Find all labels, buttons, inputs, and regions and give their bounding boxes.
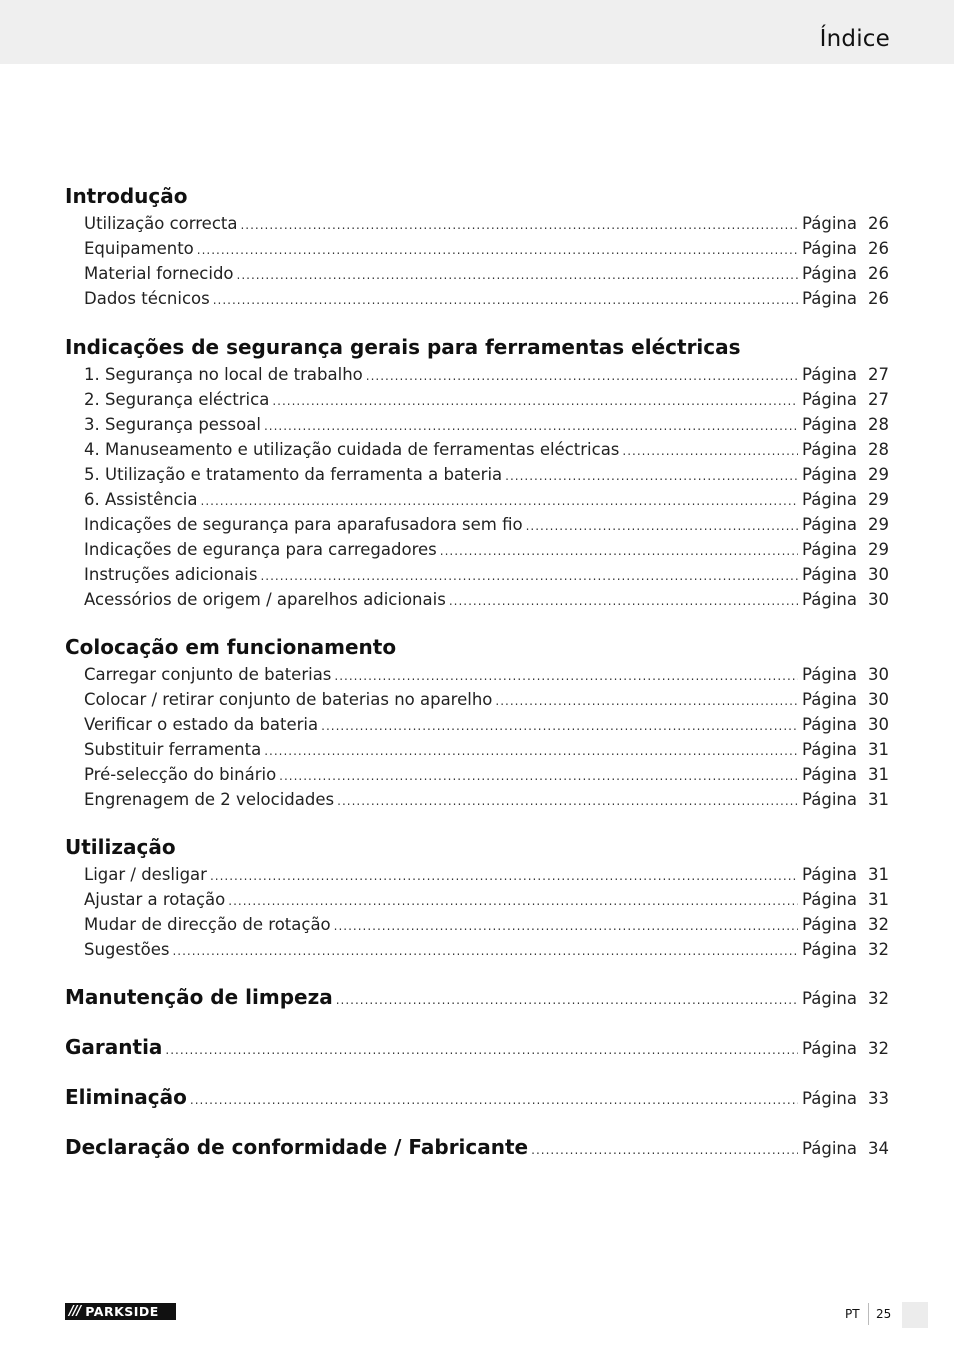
page-word: Página <box>802 415 857 434</box>
page-title: Índice <box>819 26 890 52</box>
page-number: 32 <box>868 989 889 1008</box>
page-number: 27 <box>868 390 889 409</box>
toc-entry[interactable] <box>84 540 889 560</box>
toc-main-entry[interactable] <box>65 1085 889 1113</box>
dot-leader <box>279 769 798 783</box>
dot-leader <box>237 268 799 282</box>
footer-divider <box>868 1303 869 1325</box>
toc-entry[interactable] <box>84 915 889 935</box>
dot-leader <box>334 669 798 683</box>
dot-leader <box>172 944 798 958</box>
page-number: 26 <box>868 239 889 258</box>
section-title-introducao: Introdução <box>65 184 188 208</box>
toc-entry[interactable] <box>84 490 889 510</box>
page-number: 26 <box>868 289 889 308</box>
page-number: 28 <box>868 415 889 434</box>
toc-entry-label: Utilização correcta <box>84 214 238 233</box>
section-title-colocacao: Colocação em funcionamento <box>65 635 397 659</box>
page-word: Página <box>802 1089 857 1108</box>
page-number: 27 <box>868 365 889 384</box>
page-number: 31 <box>868 865 889 884</box>
dot-leader <box>197 243 798 257</box>
toc-main-entry[interactable] <box>65 1035 889 1063</box>
page-number: 33 <box>868 1089 889 1108</box>
page-word: Página <box>802 890 857 909</box>
page-number: 26 <box>868 264 889 283</box>
page-number: 31 <box>868 890 889 909</box>
language-code: PT <box>845 1307 860 1321</box>
logo-brand-text: PARKSIDE <box>85 1304 159 1319</box>
dot-leader <box>449 594 798 608</box>
section-title-indicacoes-seguranca: Indicações de segurança gerais para ferramentas eléctricas <box>65 335 741 359</box>
toc-entry-label: Indicações de segurança para aparafusadora sem fio <box>84 515 523 534</box>
toc-main-entry[interactable] <box>65 985 889 1013</box>
page-number-footer: 25 <box>876 1307 892 1321</box>
toc-entry[interactable] <box>84 465 889 485</box>
dot-leader <box>264 419 798 433</box>
page-word: Página <box>802 665 857 684</box>
toc-entry-label: Ligar / desligar <box>84 865 207 884</box>
toc-entry[interactable] <box>84 590 889 610</box>
toc-entry[interactable] <box>84 264 889 284</box>
page-number: 30 <box>868 690 889 709</box>
toc-entry[interactable] <box>84 865 889 885</box>
toc-entry-label: 3. Segurança pessoal <box>84 415 261 434</box>
toc-entry[interactable] <box>84 390 889 410</box>
page-word: Página <box>802 940 857 959</box>
page-number: 30 <box>868 590 889 609</box>
dot-leader <box>165 1043 798 1057</box>
page-number: 30 <box>868 715 889 734</box>
page-word: Página <box>802 239 857 258</box>
toc-entry[interactable] <box>84 665 889 685</box>
page-number: 30 <box>868 665 889 684</box>
toc-entry-label: Acessórios de origem / aparelhos adicionais <box>84 590 446 609</box>
toc-entry-label: Equipamento <box>84 239 194 258</box>
toc-entry[interactable] <box>84 289 889 309</box>
page-word: Página <box>802 1039 857 1058</box>
page-word: Página <box>802 465 857 484</box>
toc-entry[interactable] <box>84 415 889 435</box>
toc-entry-label: Sugestões <box>84 940 170 959</box>
page-word: Página <box>802 989 857 1008</box>
page-number: 31 <box>868 765 889 784</box>
toc-entry-label: Carregar conjunto de baterias <box>84 665 332 684</box>
logo-slashes: /// <box>69 1304 81 1319</box>
dot-leader <box>337 794 798 808</box>
page-word: Página <box>802 715 857 734</box>
dot-leader <box>622 444 798 458</box>
toc-entry-label: 2. Segurança eléctrica <box>84 390 270 409</box>
dot-leader <box>264 744 798 758</box>
toc-entry-label: 5. Utilização e tratamento da ferramenta a bateria <box>84 465 503 484</box>
dot-leader <box>440 544 798 558</box>
dot-leader <box>228 894 798 908</box>
page-number: 34 <box>868 1139 889 1158</box>
toc-entry[interactable] <box>84 715 889 735</box>
page-word: Página <box>802 515 857 534</box>
toc-entry[interactable] <box>84 365 889 385</box>
footer-corner-box <box>902 1302 928 1328</box>
toc-entry[interactable] <box>84 765 889 785</box>
page-number: 32 <box>868 915 889 934</box>
toc-entry[interactable] <box>84 790 889 810</box>
page-number: 32 <box>868 1039 889 1058</box>
toc-main-entry-label: Garantia <box>65 1035 163 1059</box>
dot-leader <box>526 519 798 533</box>
page-number: 30 <box>868 565 889 584</box>
toc-entry-label: Material fornecido <box>84 264 234 283</box>
page-word: Página <box>802 915 857 934</box>
page-number: 29 <box>868 490 889 509</box>
header-band <box>0 0 954 64</box>
page-word: Página <box>802 865 857 884</box>
page-number: 29 <box>868 465 889 484</box>
page-word: Página <box>802 590 857 609</box>
toc-entry[interactable] <box>84 239 889 259</box>
page-word: Página <box>802 765 857 784</box>
toc-main-entry-label: Manutenção de limpeza <box>65 985 333 1009</box>
section-title-utilizacao: Utilização <box>65 835 176 859</box>
toc-entry[interactable] <box>84 565 889 585</box>
dot-leader <box>531 1143 798 1157</box>
toc-entry-label: 6. Assistência <box>84 490 198 509</box>
toc-entry-label: Colocar / retirar conjunto de baterias no aparelho <box>84 690 493 709</box>
page-word: Página <box>802 540 857 559</box>
page-word: Página <box>802 214 857 233</box>
page-number: 26 <box>868 214 889 233</box>
toc-main-entry-label: Declaração de conformidade / Fabricante <box>65 1135 529 1159</box>
dot-leader <box>505 469 798 483</box>
page-word: Página <box>802 440 857 459</box>
toc-entry[interactable] <box>84 214 889 234</box>
toc-entry-label: Dados técnicos <box>84 289 210 308</box>
toc-entry-label: Pré-selecção do binário <box>84 765 277 784</box>
toc-entry-label: Engrenagem de 2 velocidades <box>84 790 335 809</box>
dot-leader <box>336 993 798 1007</box>
toc-entry[interactable] <box>84 740 889 760</box>
dot-leader <box>210 869 798 883</box>
dot-leader <box>334 919 798 933</box>
page-word: Página <box>802 565 857 584</box>
toc-entry-label: 4. Manuseamento e utilização cuidada de ferramentas eléctricas <box>84 440 620 459</box>
toc-main-entry[interactable] <box>65 1135 889 1163</box>
dot-leader <box>201 494 799 508</box>
toc-entry-label: Mudar de direcção de rotação <box>84 915 331 934</box>
page-number: 32 <box>868 940 889 959</box>
page-number: 31 <box>868 790 889 809</box>
toc-entry-label: Substituir ferramenta <box>84 740 262 759</box>
dot-leader <box>190 1093 798 1107</box>
dot-leader <box>272 394 798 408</box>
page-word: Página <box>802 690 857 709</box>
dot-leader <box>321 719 798 733</box>
dot-leader <box>366 369 798 383</box>
toc-entry[interactable] <box>84 890 889 910</box>
page-word: Página <box>802 390 857 409</box>
page-number: 29 <box>868 540 889 559</box>
page-word: Página <box>802 1139 857 1158</box>
dot-leader <box>260 569 798 583</box>
page-number: 28 <box>868 440 889 459</box>
page-word: Página <box>802 490 857 509</box>
toc-entry[interactable] <box>84 690 889 710</box>
parkside-logo <box>65 1303 176 1320</box>
page-word: Página <box>802 740 857 759</box>
toc-entry[interactable] <box>84 940 889 960</box>
toc-entry-label: Instruções adicionais <box>84 565 258 584</box>
toc-entry-label: Ajustar a rotação <box>84 890 226 909</box>
page-number: 29 <box>868 515 889 534</box>
page-word: Página <box>802 790 857 809</box>
page-word: Página <box>802 289 857 308</box>
dot-leader <box>213 293 798 307</box>
toc-entry[interactable] <box>84 440 889 460</box>
toc-entry-label: Verificar o estado da bateria <box>84 715 319 734</box>
page-number: 31 <box>868 740 889 759</box>
dot-leader <box>495 694 798 708</box>
page-word: Página <box>802 365 857 384</box>
toc-entry-label: Indicações de egurança para carregadores <box>84 540 437 559</box>
toc-entry[interactable] <box>84 515 889 535</box>
dot-leader <box>240 218 798 232</box>
toc-entry-label: 1. Segurança no local de trabalho <box>84 365 363 384</box>
page-word: Página <box>802 264 857 283</box>
toc-main-entry-label: Eliminação <box>65 1085 187 1109</box>
